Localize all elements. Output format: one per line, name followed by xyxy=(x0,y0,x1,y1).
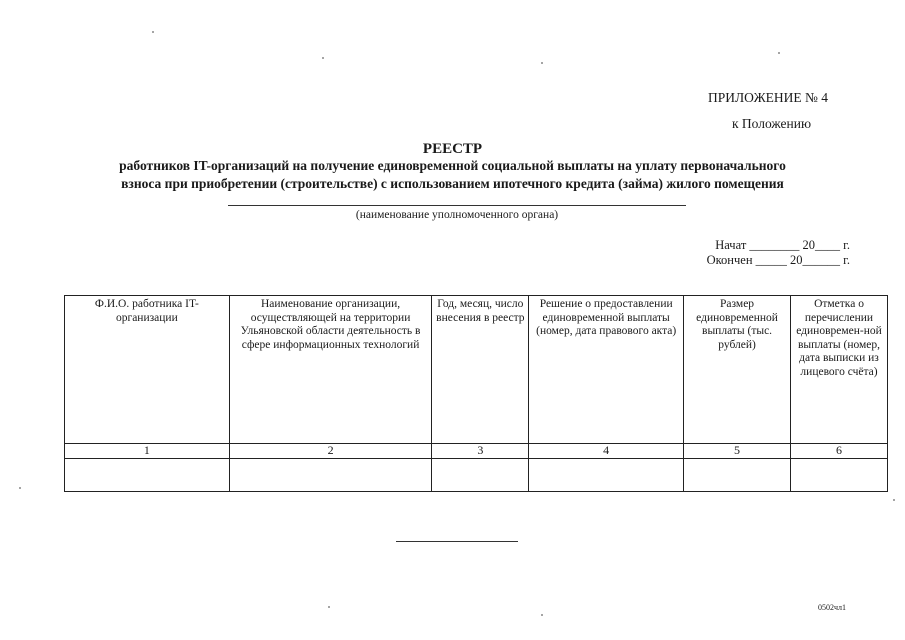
signature-line xyxy=(396,541,518,542)
document-subtitle xyxy=(60,157,845,193)
scan-speck xyxy=(328,606,330,608)
table-cell xyxy=(65,459,230,492)
authority-name-line xyxy=(228,205,686,206)
table-cell xyxy=(432,459,529,492)
table-cell xyxy=(791,459,888,492)
authority-name-caption: (наименование уполномоченного органа) xyxy=(355,209,559,221)
scan-speck xyxy=(541,62,543,64)
column-number: 5 xyxy=(684,444,791,459)
register-dates xyxy=(660,238,850,268)
scan-speck xyxy=(778,52,780,54)
column-number: 2 xyxy=(229,444,432,459)
register-table xyxy=(64,295,888,492)
column-number: 4 xyxy=(529,444,684,459)
document-code: 0502чл1 xyxy=(818,603,847,612)
subtitle-line-2: взноса при приобретении (строительстве) с использованием ипотечного кредита (займа) жилого помещения xyxy=(121,176,784,191)
header-cell-transfer-mark: Отметка о перечислении единовремен-ной выплаты (номер, дата выписки из лицевого счёта) xyxy=(791,296,888,444)
scan-speck xyxy=(541,614,543,616)
date-started: Начат ________ 20____ г. xyxy=(715,238,850,252)
table-header-row xyxy=(65,296,888,444)
table-number-row xyxy=(65,444,888,459)
scan-speck xyxy=(152,31,154,33)
column-number: 6 xyxy=(791,444,888,459)
column-number: 1 xyxy=(65,444,230,459)
annex-number: ПРИЛОЖЕНИЕ № 4 xyxy=(708,90,829,105)
table-cell xyxy=(229,459,432,492)
header-cell-organization: Наименование организации, осуществляющей на территории Ульяновской области деятельность в сфере информационных технологий xyxy=(229,296,432,444)
header-cell-fio: Ф.И.О. работника IT-организации xyxy=(65,296,230,444)
scan-speck xyxy=(893,499,895,501)
table-cell xyxy=(684,459,791,492)
table-row xyxy=(65,459,888,492)
header-cell-amount: Размер единовременной выплаты (тыс. рублей) xyxy=(684,296,791,444)
column-number: 3 xyxy=(432,444,529,459)
scan-speck xyxy=(19,487,21,489)
annex-reference: к Положению xyxy=(732,116,812,131)
scan-speck xyxy=(322,57,324,59)
subtitle-line-1: работников IT-организаций на получение единовременной социальной выплаты на уплату первоначального xyxy=(119,158,786,173)
date-finished: Окончен _____ 20______ г. xyxy=(706,253,850,267)
document-title: РЕЕСТР xyxy=(422,141,483,157)
header-cell-entry-date: Год, месяц, число внесения в реестр xyxy=(432,296,529,444)
table-cell xyxy=(529,459,684,492)
header-cell-decision: Решение о предоставлении единовременной выплаты (номер, дата правового акта) xyxy=(529,296,684,444)
